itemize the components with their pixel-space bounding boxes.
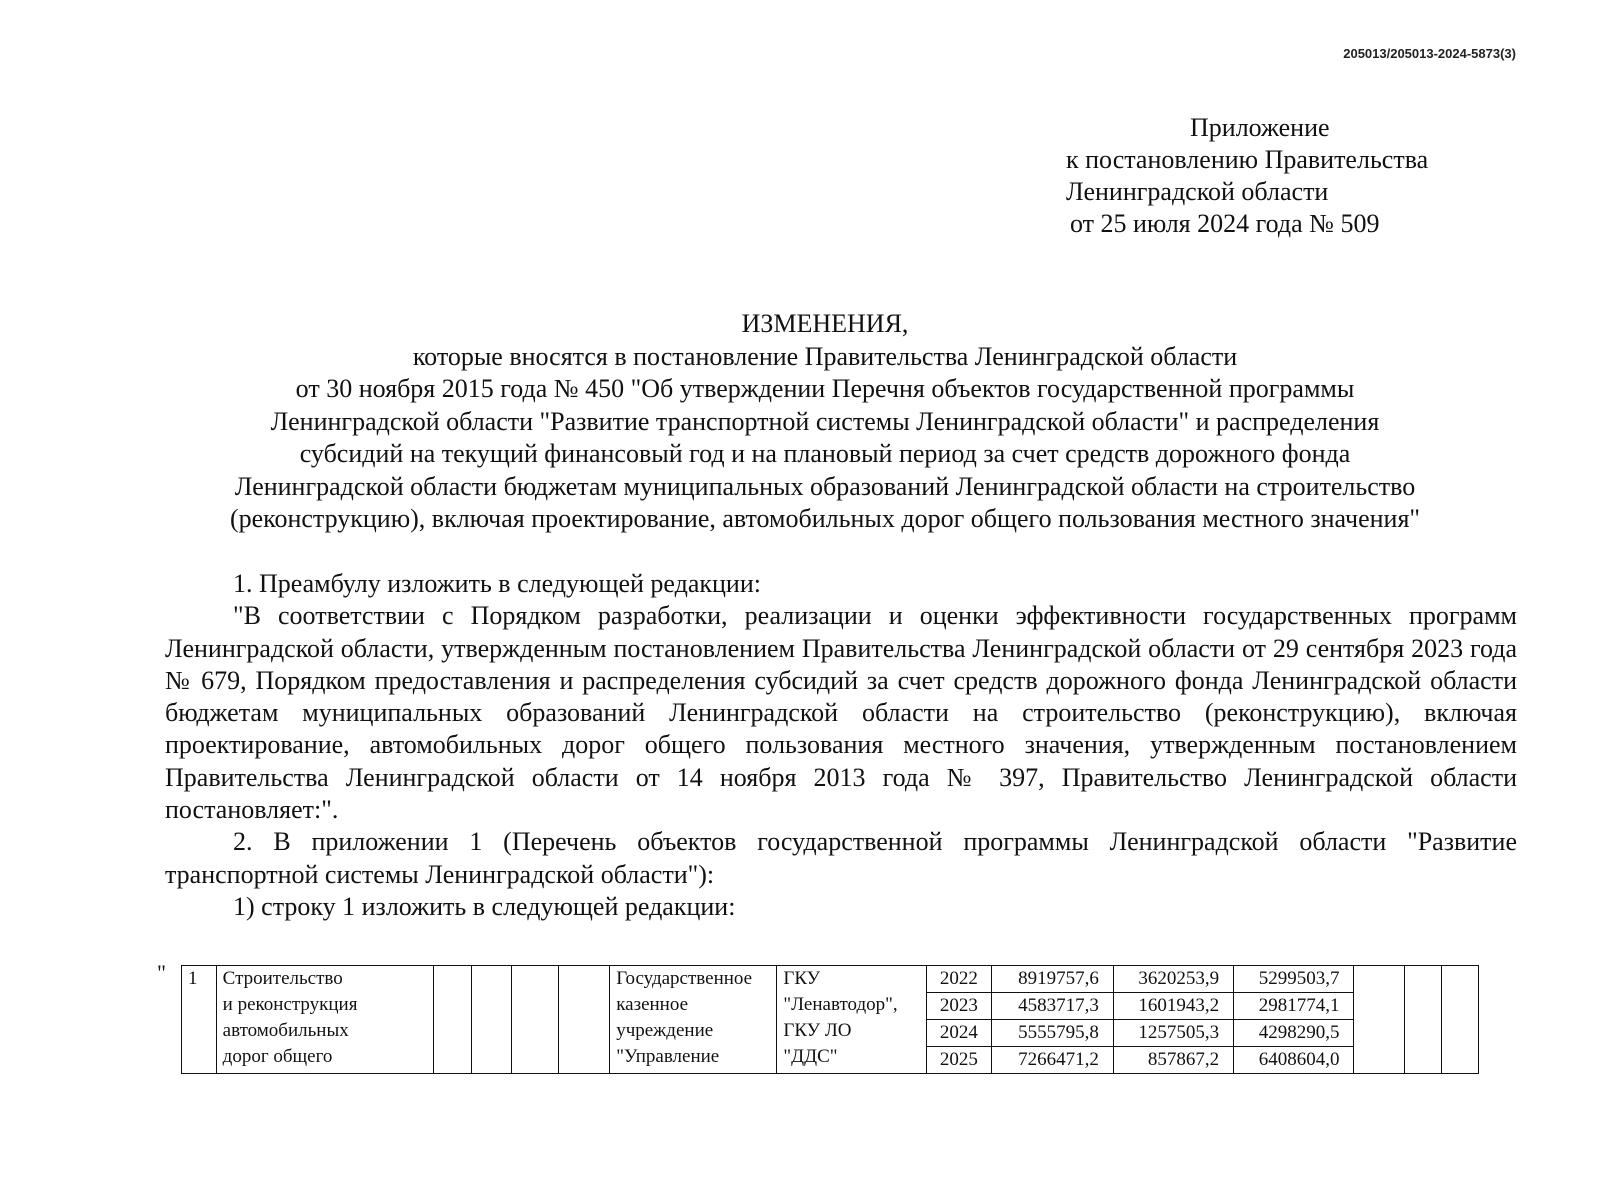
total-cell: 7266471,2 <box>991 1047 1113 1074</box>
title-line: которые вносятся в постановление Правительства Ленинградской области <box>412 341 1238 371</box>
empty-cell <box>1442 966 1479 1074</box>
appendix-line: Ленинградской области <box>1066 177 1329 206</box>
title-line: от 30 ноября 2015 года № 450 "Об утверждении Перечня объектов государственной программы <box>295 374 1355 403</box>
object-name-line: и реконструкция <box>222 994 358 1015</box>
document-id: 205013/205013-2024-5873(3) <box>1343 46 1516 61</box>
table-row <box>182 966 1479 993</box>
empty-cell <box>1354 966 1405 1074</box>
value2-cell: 5299503,7 <box>1234 966 1354 993</box>
document-title <box>150 308 1500 536</box>
empty-cell <box>559 966 610 1074</box>
object-name-cell <box>216 966 433 1074</box>
year-cell: 2025 <box>927 1047 991 1074</box>
executor-line: "Ленавтодор", <box>783 994 898 1015</box>
object-name-line: автомобильных <box>222 1020 349 1041</box>
total-cell: 4583717,3 <box>991 993 1113 1020</box>
empty-cell <box>471 966 512 1074</box>
customer-cell <box>610 966 777 1074</box>
paragraph-3: 2. В приложении 1 (Перечень объектов государственной программы Ленинградской области "Развитие транспортной системы Ленинградской области"): <box>165 827 1517 889</box>
paragraph-2: "В соответствии с Порядком разработки, реализации и оценки эффективности государственных программ Ленинградской области, утвержденным постановлением Правительства Ленинградской области от 29 сентября 2023 года № 679, Порядком предоставления и распределения субсидий за счет средств дорожного фонда Ленинградской области бюджетам муниципальных образований Ленинградской области на строительство (реконструкцию), включая проектирование, автомобильных дорог общего пользования местного значения, утвержденным постановлением Правительства Ленинградской области от 14 ноября 2013 года № 397, Правительство Ленинградской области постановляет:". <box>165 601 1517 825</box>
total-cell: 5555795,8 <box>991 1020 1113 1047</box>
value2-cell: 6408604,0 <box>1234 1047 1354 1074</box>
year-cell: 2022 <box>927 966 991 993</box>
object-name-line: дорог общего <box>222 1046 333 1067</box>
total-cell: 8919757,6 <box>991 966 1113 993</box>
appendix-line: от 25 июля 2024 года № 509 <box>1070 209 1380 238</box>
value2-cell: 2981774,1 <box>1234 993 1354 1020</box>
value1-cell: 1257505,3 <box>1113 1020 1233 1047</box>
title-line: Ленинградской области бюджетам муниципальных образований Ленинградской области на строительство <box>234 471 1416 501</box>
appendix-line: к постановлению Правительства <box>1066 145 1429 174</box>
document-body <box>165 568 1517 923</box>
customer-line: казенное <box>616 994 689 1015</box>
empty-cell <box>1405 966 1442 1074</box>
value1-cell: 1601943,2 <box>1113 993 1233 1020</box>
title-line: субсидий на текущий финансовый год и на плановый период за счет средств дорожного фонда <box>299 439 1351 468</box>
customer-line: учреждение <box>616 1020 714 1041</box>
year-cell: 2023 <box>927 993 991 1020</box>
objects-table <box>181 965 1479 1074</box>
title-line: Ленинградской области "Развитие транспортной системы Ленинградской области" и распределения <box>270 406 1380 436</box>
executor-line: "ДДС" <box>783 1046 838 1067</box>
executor-line: ГКУ ЛО <box>783 1020 852 1041</box>
customer-line: "Управление <box>616 1046 720 1067</box>
value2-cell: 4298290,5 <box>1234 1020 1354 1047</box>
title-line: (реконструкцию), включая проектирование, автомобильных дорог общего пользования местного значения" <box>229 504 1421 533</box>
value1-cell: 857867,2 <box>1113 1047 1233 1074</box>
executor-line: ГКУ <box>783 968 821 989</box>
appendix-header <box>1066 112 1428 240</box>
paragraph-1: 1. Преамбулу изложить в следующей редакции: <box>233 569 761 598</box>
empty-cell <box>433 966 471 1074</box>
title-heading: ИЗМЕНЕНИЯ, <box>741 309 909 338</box>
value1-cell: 3620253,9 <box>1113 966 1233 993</box>
customer-line: Государственное <box>616 968 753 989</box>
executor-cell <box>777 966 927 1074</box>
object-name-line: Строительство <box>222 968 343 989</box>
opening-quote: " <box>157 960 166 985</box>
appendix-line: Приложение <box>1190 113 1330 142</box>
paragraph-4: 1) строку 1 изложить в следующей редакции: <box>233 891 736 921</box>
year-cell: 2024 <box>927 1020 991 1047</box>
row-number: 1 <box>182 966 217 1074</box>
empty-cell <box>512 966 559 1074</box>
